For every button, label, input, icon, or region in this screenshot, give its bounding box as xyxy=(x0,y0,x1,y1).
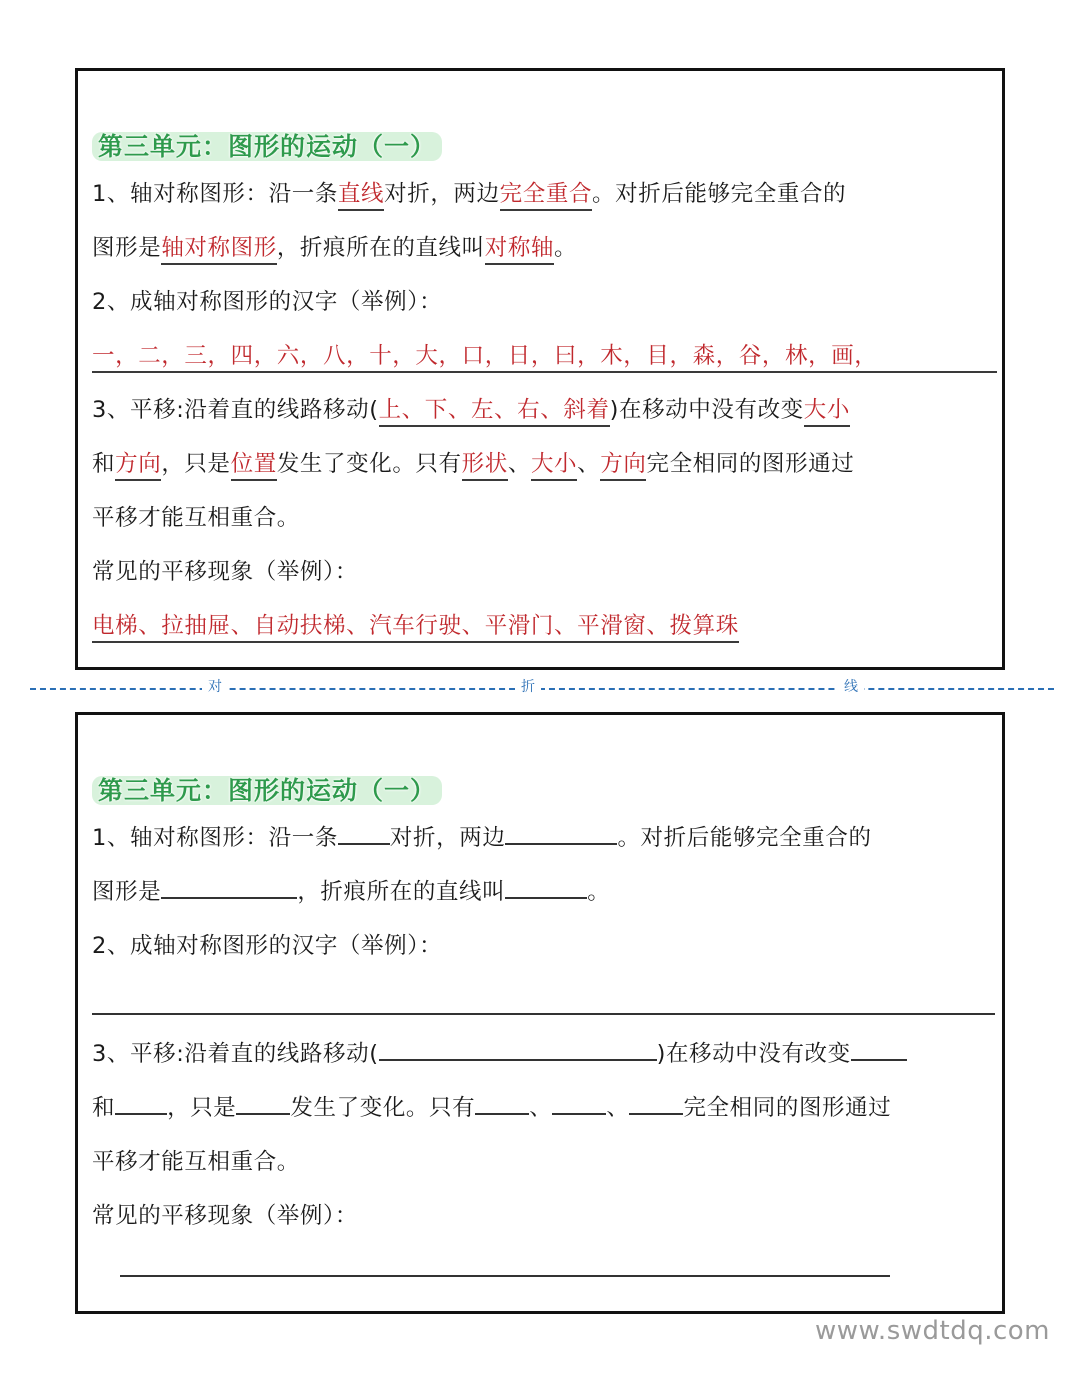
text: ，只是 xyxy=(161,451,231,477)
text: 对折，两边 xyxy=(384,181,500,207)
text: 常见的平移现象（举例）： xyxy=(92,1203,358,1229)
text: 和 xyxy=(92,451,116,477)
text: 2、成轴对称图形的汉字（举例）： xyxy=(92,289,443,315)
text: 完全相同的图形通过 xyxy=(646,451,855,477)
p1-line1 xyxy=(92,167,996,221)
fold-char: 折 xyxy=(515,677,541,697)
fill-blank[interactable] xyxy=(338,821,390,845)
fill-blank[interactable] xyxy=(161,875,297,899)
text: 。对折后能够完全重合的 xyxy=(592,181,847,207)
card-title-text: 第三单元：图形的运动（一） xyxy=(92,776,442,805)
blank-card xyxy=(75,712,1005,1314)
card-title xyxy=(92,771,996,811)
card-title xyxy=(92,127,996,167)
text: 图形是 xyxy=(92,235,162,261)
text: 发生了变化。只有 xyxy=(290,1095,476,1121)
p3-line1 xyxy=(92,1027,996,1081)
text: 。 xyxy=(554,235,578,261)
answer-card-content xyxy=(92,127,996,653)
fold-char: 线 xyxy=(838,677,864,697)
p3-line3 xyxy=(92,1135,996,1189)
text: 完全相同的图形通过 xyxy=(683,1095,892,1121)
answer-text: 位置 xyxy=(231,453,277,481)
fill-blank[interactable] xyxy=(629,1091,683,1115)
text: 2、成轴对称图形的汉字（举例）： xyxy=(92,933,443,959)
text: 。对折后能够完全重合的 xyxy=(617,825,872,851)
fold-dashed-line xyxy=(30,688,1054,690)
text: 对折，两边 xyxy=(389,825,506,851)
p4-answer-line xyxy=(92,599,996,653)
card-title-text: 第三单元：图形的运动（一） xyxy=(92,132,442,161)
p2-label xyxy=(92,275,996,329)
answer-text: 完全重合 xyxy=(500,183,592,211)
text: 平移才能互相重合。 xyxy=(92,505,300,531)
blank-card-content xyxy=(92,771,996,1243)
answer-text: 轴对称图形 xyxy=(161,237,277,265)
fill-blank-line[interactable] xyxy=(120,1275,890,1277)
text: 3、平移:沿着直的线路移动( xyxy=(92,397,379,423)
text: 、 xyxy=(507,451,531,477)
text: 。 xyxy=(587,879,611,905)
answer-text: 形状 xyxy=(462,453,508,481)
text: )在移动中没有改变 xyxy=(656,1041,851,1067)
p2-label xyxy=(92,919,996,973)
answer-text: 上、下、左、右、斜着 xyxy=(379,399,610,427)
text: 、 xyxy=(606,1095,630,1121)
fill-blank[interactable] xyxy=(236,1091,290,1115)
answer-text: 一，二，三，四，六，八，十，大，口，日，曰，木，目，森，谷，林，画， xyxy=(92,343,878,369)
text: 发生了变化。只有 xyxy=(276,451,462,477)
answer-text: 直线 xyxy=(338,183,384,211)
p3-line2 xyxy=(92,1081,996,1135)
p4-label xyxy=(92,545,996,599)
p4-label xyxy=(92,1189,996,1243)
text: 1、轴对称图形：沿一条 xyxy=(92,825,338,851)
fill-blank[interactable] xyxy=(115,1091,167,1115)
text: 图形是 xyxy=(92,879,162,905)
answer-text: 方向 xyxy=(115,453,161,481)
watermark-text: www.swdtdq.com xyxy=(815,1316,1050,1346)
text: 常见的平移现象（举例）： xyxy=(92,559,358,585)
fill-blank[interactable] xyxy=(552,1091,606,1115)
text: 3、平移:沿着直的线路移动( xyxy=(92,1041,379,1067)
text: ，只是 xyxy=(167,1095,237,1121)
p3-line2 xyxy=(92,437,996,491)
p1-line1 xyxy=(92,811,996,865)
text: 平移才能互相重合。 xyxy=(92,1149,300,1175)
fill-blank[interactable] xyxy=(505,875,587,899)
fold-char: 对 xyxy=(202,677,228,697)
answer-text: 大小 xyxy=(531,453,577,481)
fill-blank-line[interactable] xyxy=(92,973,995,1015)
text: 1、轴对称图形：沿一条 xyxy=(92,181,338,207)
p1-line2 xyxy=(92,221,996,275)
fill-blank[interactable] xyxy=(505,821,617,845)
p3-line1 xyxy=(92,383,996,437)
p2-answer-line xyxy=(92,329,996,383)
p1-line2 xyxy=(92,865,996,919)
text: )在移动中没有改变 xyxy=(609,397,804,423)
answer-text: 电梯、拉抽屉、自动扶梯、汽车行驶、平滑门、平滑窗、拨算珠 xyxy=(92,615,739,643)
text: 、 xyxy=(577,451,601,477)
answer-text: 方向 xyxy=(600,453,646,481)
answer-text: 对称轴 xyxy=(485,237,554,265)
answer-underline xyxy=(92,345,997,373)
fill-blank[interactable] xyxy=(475,1091,529,1115)
text: 和 xyxy=(92,1095,116,1121)
answer-card xyxy=(75,68,1005,670)
text: ，折痕所在的直线叫 xyxy=(276,235,485,261)
text: ，折痕所在的直线叫 xyxy=(297,879,506,905)
fill-blank[interactable] xyxy=(379,1037,657,1061)
text: 、 xyxy=(529,1095,553,1121)
p3-line3 xyxy=(92,491,996,545)
p2-answer-line xyxy=(92,973,996,1027)
fill-blank[interactable] xyxy=(851,1037,907,1061)
answer-text: 大小 xyxy=(804,399,850,427)
